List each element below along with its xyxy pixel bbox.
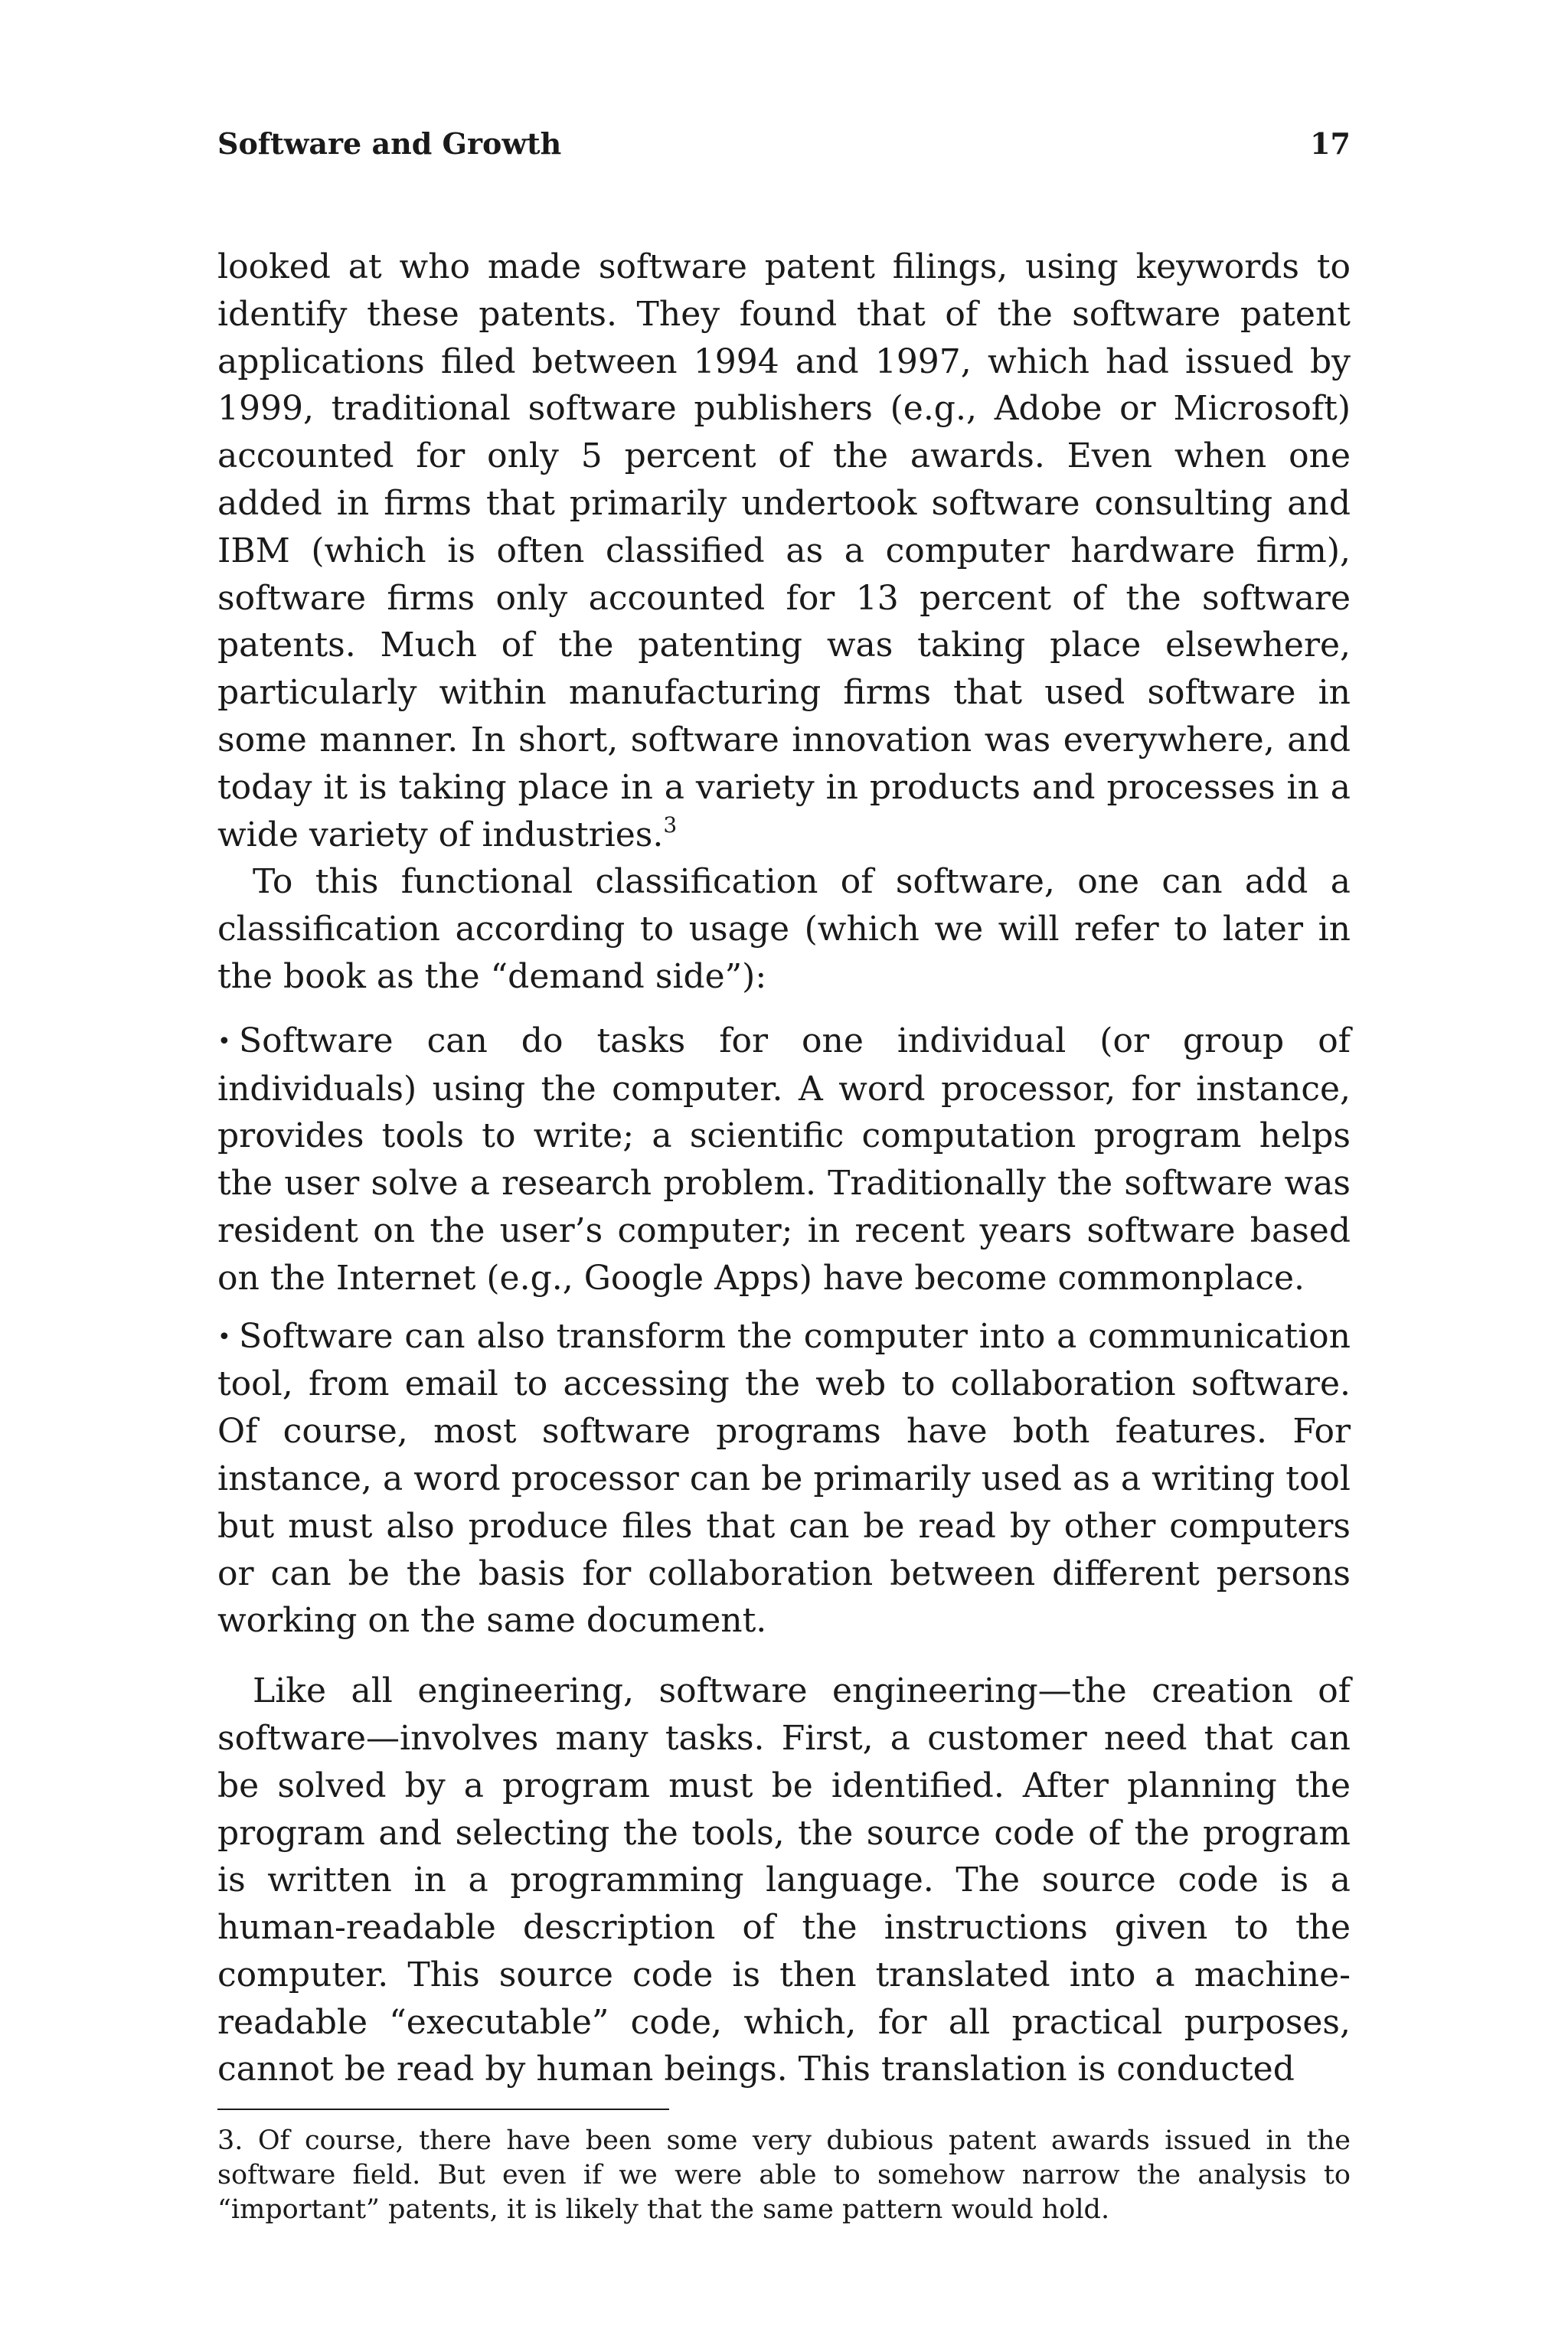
list-item	[217, 1018, 1351, 1302]
footnote-divider	[217, 2109, 669, 2110]
paragraph-1	[217, 243, 1351, 858]
paragraph-1-text: looked at who made software patent filings, using keywords to identify these patents. They found that of the software patent applications filed between 1994 and 1997, which had issued by 1999, traditional software publishers (e.g., Adobe or Microsoft) accounted for only 5 percent of the awards. Even when one added in firms that primarily undertook software consulting and IBM (which is often classified as a computer hardware firm), software firms only accounted for 13 percent of the software patents. Much of the patenting was taking place elsewhere, particularly within manufacturing firms that used software in some manner. In short, software innovation was everywhere, and today it is taking place in a variety in products and processes in a wide variety of industries.	[217, 247, 1351, 854]
book-page	[217, 122, 1351, 2227]
footnote	[217, 2124, 1351, 2227]
running-title: Software and Growth	[217, 126, 562, 161]
bullet-text: Software can also transform the computer into a communication tool, from email to accessing the web to collaboration software. Of course, most software programs have both features. For instance, a word processor can be primarily used as a writing tool but must also produce files that can be read by other computers or can be the basis for collaboration between different persons working on the same document.	[217, 1316, 1351, 1641]
bullet-list	[217, 1018, 1351, 1645]
bullet-icon: •	[217, 1323, 231, 1351]
bullet-icon: •	[217, 1027, 231, 1055]
paragraph-2: To this functional classification of software, one can add a classification according to usage (which we will refer to later in the book as the “demand side”):	[217, 862, 1351, 996]
bullet-text: Software can do tasks for one individual (or group of individuals) using the computer. A word processor, for instance, provides tools to write; a scientific computation program helps the user solve a research problem. Traditionally the software was resident on the user’s computer; in recent years software based on the Internet (e.g., Google Apps) have become commonplace.	[217, 1021, 1351, 1298]
running-head	[217, 122, 1351, 165]
footnote-marker: 3	[663, 812, 678, 838]
list-item	[217, 1313, 1351, 1645]
footnote-text: 3. Of course, there have been some very dubious patent awards issued in the software field. But even if we were able to somehow narrow the analysis to “important” patents, it is likely that the same pattern would hold.	[217, 2125, 1351, 2226]
body-text	[217, 243, 1351, 2093]
page-number: 17	[1310, 126, 1351, 161]
paragraph-3: Like all engineering, software engineering—the creation of software—involves many tasks. First, a customer need that can be solved by a program must be identified. After planning the program and selecting the tools, the source code of the program is written in a programming language. The source code is a human-readable description of the instructions given to the computer. This source code is then translated into a machine-readable “executable” code, which, for all practical purposes, cannot be read by human beings. This translation is conducted	[217, 1671, 1351, 2089]
